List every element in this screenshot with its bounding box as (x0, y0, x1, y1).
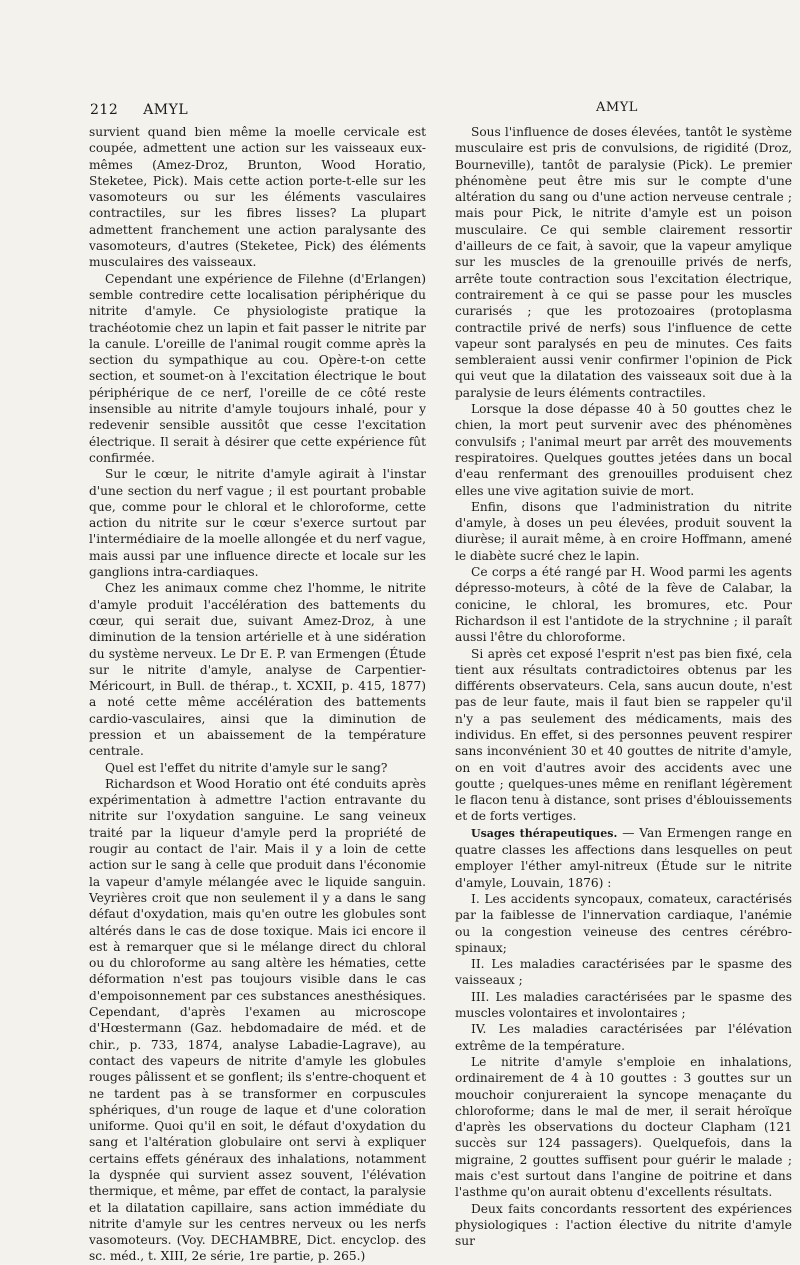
numbered-item (455, 956, 792, 989)
paragraph (89, 271, 426, 467)
paragraph (89, 760, 426, 776)
paragraph-text: Enfin, disons que l'administration du nitrite d'amyle, à doses un peu élevées, produit souvent la diurèse; il aurait même, à en croire Hoffmann, amené le diabète sucré chez le lapin. (455, 499, 792, 563)
paragraph (455, 646, 792, 825)
paragraph (455, 564, 792, 645)
paragraph (455, 499, 792, 564)
paragraph-text: — Van Ermengen range en quatre classes les affections dans lesquelles on peut employer l'éther amyl-nitreux (Étude sur le nitrite d'amyle, Louvain, 1876) : (455, 825, 792, 890)
paragraph-text: Chez les animaux comme chez l'homme, le nitrite d'amyle produit l'accélération des battements du cœur, qui serait due, suivant Amez-Droz, à une diminution de la tension artérielle et à une sidération du système nerveux. Le Dr E. P. van Ermengen (Étude sur le nitrite d'amyle, analyse de Carpentier-Méricourt, in Bull. de thérap., t. XCXII, p. 415, 1877) a noté cette même accélération des battements cardio-vasculaires, ainsi que la diminution de pression et un abaissement de la température centrale. (89, 581, 426, 759)
running-title-left: AMYL (143, 102, 189, 118)
paragraph (455, 1054, 792, 1201)
numbered-item (455, 1021, 792, 1054)
page-header-left (90, 102, 188, 118)
left-column (89, 124, 426, 1265)
paragraph-text: Cependant une expérience de Filehne (d'Erlangen) semble contredire cette localisation périphérique du nitrite d'amyle. Ce physiologiste pratique la trachéotomie chez un lapin et fait passer le nitrite par la canule. L'oreille de l'animal rougit comme après la section du sympathique au cou. Opère-t-on cette section, et soumet-on à l'excitation électrique le bout périphérique de ce nerf, l'oreille de ce côté reste insensible au nitrite d'amyle toujours inhalé, pour y redevenir sensible aussitôt que cesse l'excitation électrique. Il serait à désirer que cette expérience fût confirmée. (89, 271, 426, 465)
numbered-item (455, 989, 792, 1022)
paragraph-text: I. Les accidents syncopaux, comateux, caractérisés par la faiblesse de l'innervation cardiaque, l'anémie ou la congestion veineuse des centres cérébro-spinaux; (455, 891, 792, 955)
paragraph (455, 825, 792, 891)
running-title-right: AMYL (596, 100, 638, 115)
paragraph-text: IV. Les maladies caractérisées par l'élévation extrême de la température. (455, 1022, 792, 1053)
paragraph-text: Deux faits concordants ressortent des expériences physiologiques : l'action élective du nitrite d'amyle sur (455, 1201, 792, 1249)
paragraph-text: Le nitrite d'amyle s'emploie en inhalations, ordinairement de 4 à 10 gouttes : 3 gouttes sur un mouchoir conjureraient la syncope menaçante du chloroforme; dans le mal de mer, il serait héroïque d'après les observations du docteur Clapham (121 succès sur 124 passagers). Quelquefois, dans la migraine, 2 gouttes suffisent pour guérir le malade ; mais c'est surtout dans l'angine de poitrine et dans l'asthme qu'on aurait obtenu d'excellents résultats. (455, 1054, 792, 1200)
numbered-item (455, 891, 792, 956)
paragraph-text: Ce corps a été rangé par H. Wood parmi les agents dépresso-moteurs, à côté de la fève de Calabar, la conicine, le chloral, les bromures, etc. Pour Richardson il est l'antidote de la strychnine ; il paraît aussi l'être du chloroforme. (455, 565, 792, 645)
paragraph-text: II. Les maladies caractérisées par le spasme des vaisseaux ; (455, 957, 792, 988)
section-heading: Usages thérapeutiques. (471, 826, 618, 840)
right-column (455, 124, 792, 1249)
paragraph (89, 124, 426, 271)
paragraph-text: Richardson et Wood Horatio ont été conduits après expérimentation à admettre l'action entravante du nitrite sur l'oxydation sanguine. Le sang veineux traité par la liqueur d'amyle perd la propriété de rougir au contact de l'air. Mais il y a loin de cette action sur le sang à celle que produit dans l'économie la vapeur d'amyle mélangée avec le liquide sanguin. Veyrières croit que non seulement il y a dans le sang défaut d'oxydation, mais qu'en outre les globules sont altérés dans le cas de dose toxique. Mais ici encore il est à remarquer que si le mélange direct du chloral ou du chloroforme au sang altère les hématies, cette déformation n'est pas toujours visible dans le cas d'empoisonnement par ces substances anesthésiques. Cependant, d'après l'examen au microscope d'Hœstermann (Gaz. hebdomadaire de méd. et de chir., p. 733, 1874, analyse Labadie-Lagrave), au contact des vapeurs de nitrite d'amyle les globules rouges pâlissent et se gonflent; ils s'entre-choquent et ne tardent pas à se transformer en corpuscules sphériques, d'un rouge de laque et d'une coloration uniforme. Quoi qu'il en soit, le défaut d'oxydation du sang et l'altération globulaire ont servi à expliquer certains effets généraux des inhalations, notamment la dyspnée qui survient assez souvent, l'élévation thermique, et même, par effet de contact, la paralysie et la dilatation capillaire, sans action immédiate du nitrite d'amyle sur les centres nerveux ou les nerfs vasomoteurs. (Voy. DECHAMBRE, Dict. encyclop. des sc. méd., t. XIII, 2e série, 1re partie, p. 265.) (89, 776, 426, 1264)
paragraph-text: Si après cet exposé l'esprit n'est pas bien fixé, cela tient aux résultats contradictoires obtenus par les différents observateurs. Cela, sans aucun doute, n'est pas de leur faute, mais il faut bien se rappeler qu'il n'y a pas seulement des médicaments, mais des individus. En effet, si des personnes peuvent respirer sans inconvénient 30 et 40 gouttes de nitrite d'amyle, on en voit d'autres avoir des accidents avec une goutte ; quelques-unes même en reniflant légèrement le flacon tenu à distance, sont prises d'éblouissements et de forts vertiges. (455, 646, 792, 824)
paragraph-text: III. Les maladies caractérisées par le spasme des muscles volontaires et involontaires ; (455, 989, 792, 1021)
paragraph-text: Sur le cœur, le nitrite d'amyle agirait à l'instar d'une section du nerf vague ; il est pourtant probable que, comme pour le chloral et le chloroforme, cette action du nitrite sur le cœur s'exerce surtout par l'intermédiaire de la moelle allongée et du nerf vague, mais aussi par une influence directe et locale sur les ganglions intra-cardiaques. (89, 467, 426, 580)
paragraph-text: Quel est l'effet du nitrite d'amyle sur le sang? (105, 760, 388, 775)
paragraph (89, 466, 426, 580)
paragraph (455, 124, 792, 401)
paragraph (89, 776, 426, 1265)
paragraph-text: Lorsque la dose dépasse 40 à 50 gouttes chez le chien, la mort peut survenir avec des phénomènes convulsifs ; l'animal meurt par arrêt des mouvements respiratoires. Quelques gouttes jetées dans un bocal d'eau renfermant des grenouilles produisent chez elles une vive agitation suivie de mort. (455, 402, 792, 498)
page-number: 212 (90, 102, 119, 118)
paragraph-text: Sous l'influence de doses élevées, tantôt le système musculaire est pris de convulsions, de rigidité (Droz, Bourneville), tantôt de paralysie (Pick). Le premier phénomène peut être mis sur le compte d'une altération du sang ou d'une action nerveuse centrale ; mais pour Pick, le nitrite d'amyle est un poison musculaire. Ce qui semble clairement ressortir d'ailleurs de ce fait, à savoir, que la vapeur amylique sur les muscles de la grenouille privés de nerfs, arrête toute contraction sous l'excitation électrique, contrairement à ce qui se passe pour les muscles curarisés ; que les protozoaires (protoplasma contractile privé de nerfs) sous l'influence de cette vapeur sont paralysés en peu de minutes. Ces faits sembleraient aussi venir confirmer l'opinion de Pick qui veut que la dilatation des vaisseaux soit due à la paralysie de leurs éléments contractiles. (455, 125, 792, 400)
paragraph (455, 1201, 792, 1250)
paragraph (89, 580, 426, 759)
paragraph-text: survient quand bien même la moelle cervicale est coupée, admettent une action sur les vaisseaux eux-mêmes (Amez-Droz, Brunton, Wood Horatio, Steketee, Pick). Mais cette action porte-t-elle sur les vasomoteurs ou sur les éléments vasculaires contractiles, sur les fibres lisses? La plupart admettent franchement une action paralysante des vasomoteurs, d'autres (Steketee, Pick) des éléments musculaires des vaisseaux. (89, 125, 426, 270)
paragraph (455, 401, 792, 499)
